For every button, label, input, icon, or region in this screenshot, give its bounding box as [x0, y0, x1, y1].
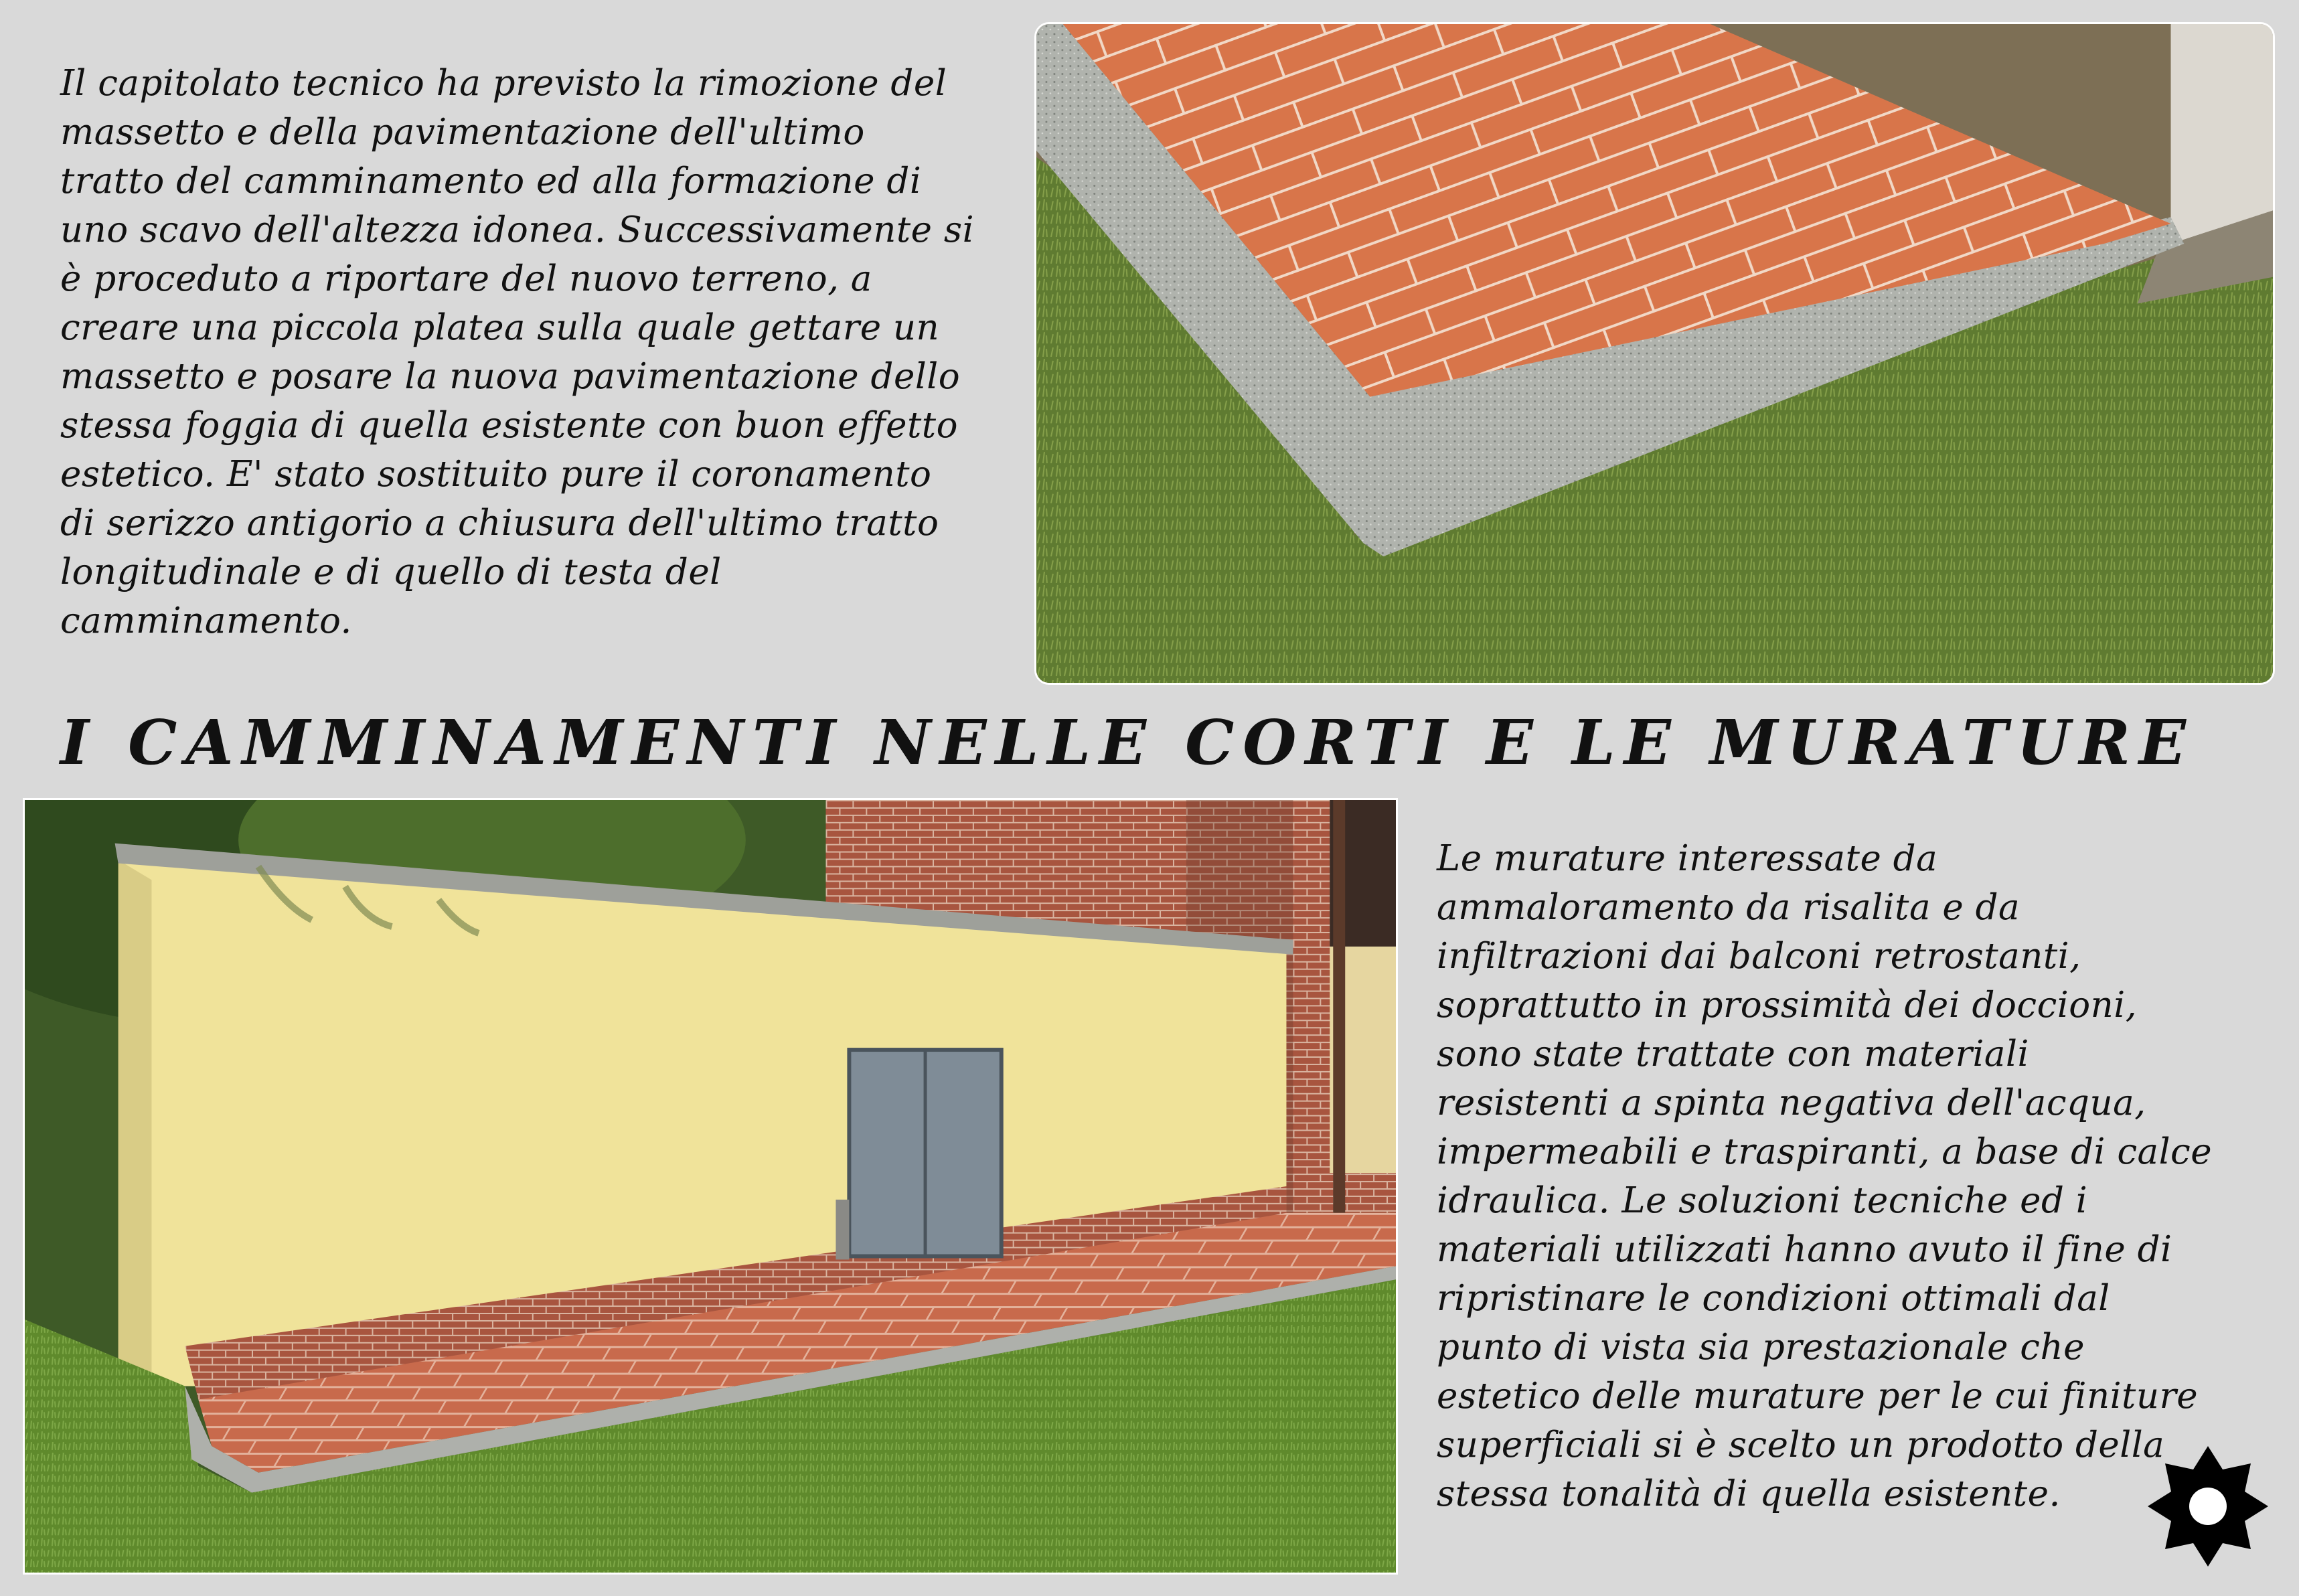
wall-photo — [23, 798, 1398, 1575]
intro-paragraph: Il capitolato tecnico ha previsto la rimozione del massetto e della pavimentazione dell'ultimo tratto del camminamento ed alla formazione di uno scavo dell'altezza idonea. Successivamente si è proceduto a riportare del nuovo terreno, a creare una piccola platea sulla quale gettare un massetto e posare la nuova pavimentazione dello stessa foggia di quella esistente con buon effetto estetico. E' stato sostituito pure il coronamento di serizzo antigorio a chiusura dell'ultimo tratto longitudinale e di quello di testa del camminamento. — [60, 63, 975, 641]
walkway-photo — [1034, 22, 2275, 685]
walkway-photo-image — [1036, 24, 2273, 683]
wall-photo-image — [25, 800, 1396, 1573]
walls-paragraph: Le murature interessate da ammaloramento da risalita e da infiltrazioni dai balconi retrostanti, soprattutto in prossimità dei doccioni, sono state trattate con materiali resistenti a spinta negativa dell'acqua, impermeabili e traspiranti, a base di calce idraulica. Le soluzioni tecniche ed i materiali utilizzati hanno avuto il fine di ripristinare le condizioni ottimali dal punto di vista sia prestazionale che estetico delle murature per le cui finiture superficiali si è scelto un prodotto della stessa tonalità di quella esistente. — [1437, 838, 2213, 1514]
badge-logo-icon — [2148, 1446, 2268, 1567]
page-headline: I CAMMINAMENTI NELLE CORTI E LE MURATURE — [60, 706, 2195, 779]
